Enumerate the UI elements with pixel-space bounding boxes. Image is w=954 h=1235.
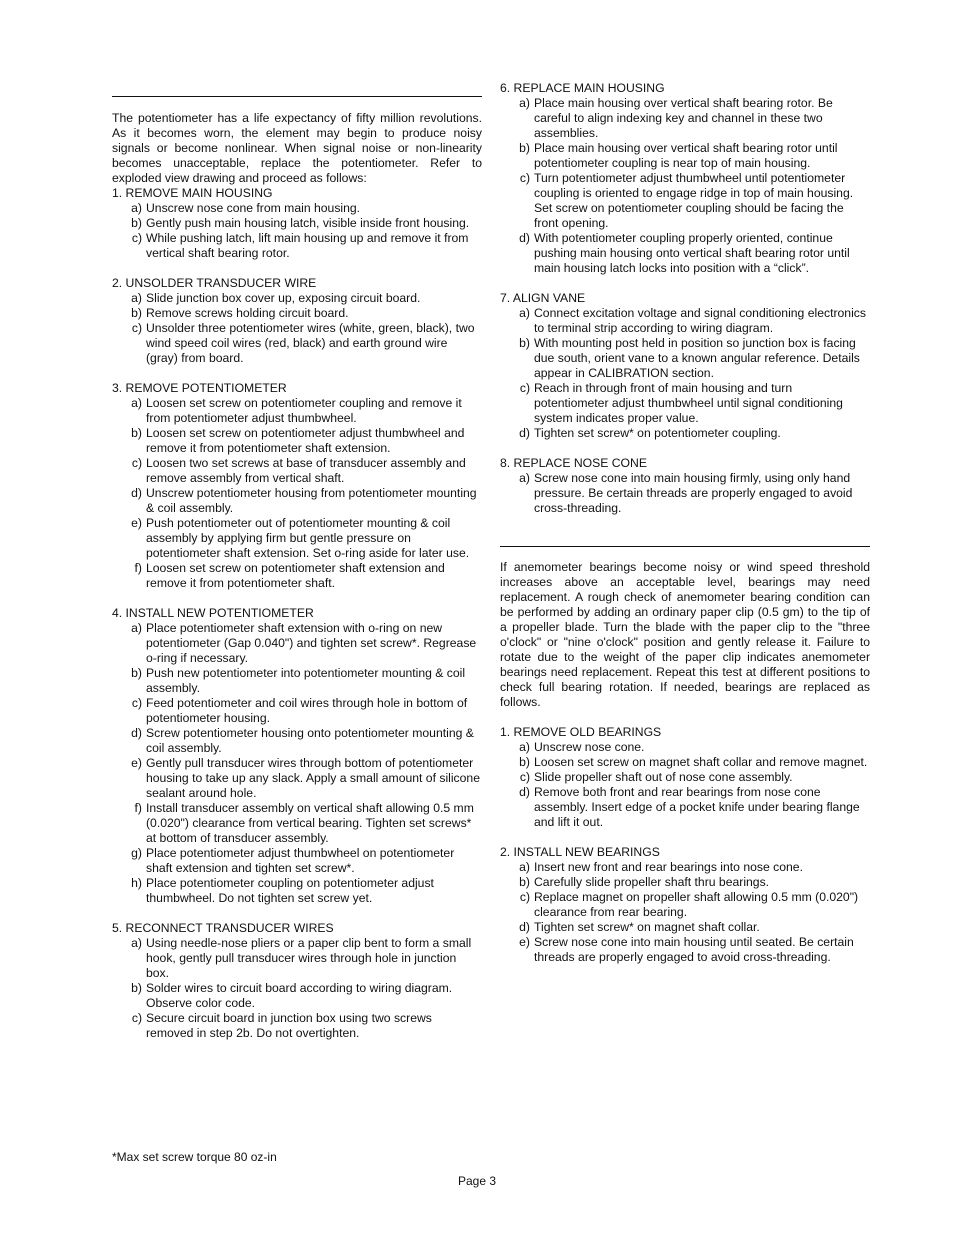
step-item-label: d): [519, 426, 530, 440]
step-item-text: Loosen two set screws at base of transducer assembly and remove assembly from vertical shaft.: [146, 456, 466, 485]
step-item-text: Connect excitation voltage and signal conditioning electronics to terminal strip according to wiring diagram.: [534, 306, 866, 335]
step-item-text: Place main housing over vertical shaft bearing rotor until potentiometer coupling is near top of main housing.: [534, 141, 838, 170]
step-item: [112, 621, 482, 666]
right-top-sections: [500, 81, 870, 516]
step-title: 8. REPLACE NOSE CONE: [500, 456, 647, 470]
step-item-label: a): [519, 860, 530, 874]
right-column: [500, 81, 870, 965]
potentiometer-intro: The potentiometer has a life expectancy of fifty million revolutions. As it becomes worn, the element may begin to produce noisy signals or become nonlinear. When signal noise or non-linearity becomes unacceptable, replace the potentiometer. Refer to exploded view drawing and proceed as follows:: [112, 111, 482, 185]
step-item-label: b): [131, 306, 142, 320]
step-item-text: Reach in through front of main housing and turn potentiometer adjust thumbwheel until signal conditioning system indicates proper value.: [534, 381, 843, 425]
step-item: [112, 726, 482, 756]
footnote: *Max set screw torque 80 oz-in: [112, 1150, 277, 1164]
step-item: [112, 756, 482, 801]
step-item-label: a): [131, 396, 142, 410]
bearings-intro: If anemometer bearings become noisy or wind speed threshold increases above an acceptable level, bearings may need replacement. A rough check of anemometer bearing condition can be performed by adding an ordinary paper clip (0.5 gm) to the tip of a propeller blade. Turn the blade with the paper clip to the "three o'clock" or "nine o'clock" position and gently release it. Failure to rotate due to the weight of the paper clip indicates anemometer bearings need replacement. Repeat this test at different positions to check full bearing rotation. If needed, bearings are replaced as follows.: [500, 560, 870, 709]
step-item: [112, 231, 482, 261]
step-item: [500, 336, 870, 381]
step-item: [500, 920, 870, 935]
step-title: 4. INSTALL NEW POTENTIOMETER: [112, 606, 314, 620]
step-item-label: d): [131, 726, 142, 740]
step-item: [500, 171, 870, 231]
step-item-text: With mounting post held in position so junction box is facing due south, orient vane to a known angular reference. Details appear in CALIBRATION section.: [534, 336, 860, 380]
step-item-text: Gently pull transducer wires through bottom of potentiometer housing to take up any slack. Apply a small amount of silicone sealant around hole.: [146, 756, 480, 800]
step-item-text: Loosen set screw on potentiometer coupling and remove it from potentiometer adjust thumbwheel.: [146, 396, 462, 425]
step-item-text: Carefully slide propeller shaft thru bearings.: [534, 875, 770, 889]
step-item: [112, 876, 482, 906]
step-item-label: b): [519, 875, 530, 889]
step-item: [112, 696, 482, 726]
step-item: [500, 740, 870, 755]
step-item-label: b): [131, 216, 142, 230]
step-title: 5. RECONNECT TRANSDUCER WIRES: [112, 921, 334, 935]
step-item-label: a): [519, 306, 530, 320]
section-gap: [112, 366, 482, 381]
step-item: [500, 96, 870, 141]
step-item: [112, 561, 482, 591]
step-item-label: c): [519, 770, 530, 784]
step-item-text: Secure circuit board in junction box using two screws removed in step 2b. Do not overtighten.: [146, 1011, 432, 1040]
step-item-label: d): [519, 920, 530, 934]
step-item: [500, 770, 870, 785]
step-item-text: Insert new front and rear bearings into nose cone.: [534, 860, 803, 874]
step-item-text: Tighten set screw* on potentiometer coupling.: [534, 426, 781, 440]
step-item-label: b): [131, 981, 142, 995]
step-item-label: a): [131, 201, 142, 215]
step-item-text: Remove screws holding circuit board.: [146, 306, 349, 320]
step-item-text: Loosen set screw on potentiometer shaft extension and remove it from potentiometer shaft.: [146, 561, 445, 590]
step-item-text: Turn potentiometer adjust thumbwheel until potentiometer coupling is oriented to engage ridge in top of main housing. Set screw on potentiometer coupling should be facing the front opening.: [534, 171, 854, 230]
step-item: [112, 201, 482, 216]
step-item-text: Feed potentiometer and coil wires through hole in bottom of potentiometer housing.: [146, 696, 468, 725]
step-item-text: Replace magnet on propeller shaft allowing 0.5 mm (0.020") clearance from rear bearing.: [534, 890, 859, 919]
step-item-text: Remove both front and rear bearings from nose cone assembly. Insert edge of a pocket knife under bearing flange and lift it out.: [534, 785, 860, 829]
step-item-label: g): [131, 846, 142, 860]
step-item: [500, 785, 870, 830]
left-sections: [112, 186, 482, 1041]
step-item: [112, 801, 482, 846]
step-item-label: a): [519, 740, 530, 754]
step-item-label: d): [131, 486, 142, 500]
step-item-label: b): [519, 755, 530, 769]
step-item-label: e): [131, 516, 142, 530]
step-title: 1. REMOVE MAIN HOUSING: [112, 186, 273, 200]
step-item-text: Install transducer assembly on vertical shaft allowing 0.5 mm (0.020") clearance from vertical bearing. Tighten set screws* at bottom of transducer assembly.: [146, 801, 474, 845]
step-item-label: a): [519, 471, 530, 485]
step-item-text: Place potentiometer shaft extension with o-ring on new potentiometer (Gap 0.040") and tighten set screw*. Regrease o-ring if necessary.: [146, 621, 477, 665]
step-item: [112, 1011, 482, 1041]
step-item-text: Loosen set screw on potentiometer adjust thumbwheel and remove it from potentiometer shaft extension.: [146, 426, 465, 455]
step-item-text: Screw nose cone into main housing until seated. Be certain threads are properly engaged to avoid cross-threading.: [534, 935, 854, 964]
step-item-text: With potentiometer coupling properly oriented, continue pushing main housing onto vertical shaft bearing rotor until main housing latch locks into position with a “click”.: [534, 231, 850, 275]
section-gap: [500, 441, 870, 456]
step-item-label: d): [519, 785, 530, 799]
step-item-label: c): [131, 696, 142, 710]
step-title: 1. REMOVE OLD BEARINGS: [500, 725, 662, 739]
step-item: [112, 396, 482, 426]
step-item-label: d): [519, 231, 530, 245]
step-item: [112, 291, 482, 306]
step-item-label: h): [131, 876, 142, 890]
step-item: [500, 381, 870, 426]
section-gap: [500, 276, 870, 291]
step-item-label: c): [519, 381, 530, 395]
step-item-text: Unscrew nose cone.: [534, 740, 645, 754]
step-item-text: Tighten set screw* on magnet shaft collar.: [534, 920, 760, 934]
step-item-label: c): [519, 890, 530, 904]
step-item-text: Slide propeller shaft out of nose cone assembly.: [534, 770, 793, 784]
step-item-label: b): [519, 336, 530, 350]
step-item: [112, 321, 482, 366]
step-item-label: c): [131, 1011, 142, 1025]
step-item-label: b): [519, 141, 530, 155]
step-item: [500, 231, 870, 276]
step-item-text: Using needle-nose pliers or a paper clip bent to form a small hook, gently pull transducer wires through hole in junction box.: [146, 936, 472, 980]
step-item: [500, 890, 870, 920]
step-item-label: c): [131, 321, 142, 335]
step-item-text: Place potentiometer coupling on potentiometer adjust thumbwheel. Do not tighten set screw yet.: [146, 876, 434, 905]
section-gap: [112, 261, 482, 276]
step-item-label: b): [131, 666, 142, 680]
step-item: [500, 306, 870, 336]
step-item-text: Gently push main housing latch, visible inside front housing.: [146, 216, 470, 230]
step-title: 2. INSTALL NEW BEARINGS: [500, 845, 660, 859]
step-item-label: c): [519, 171, 530, 185]
step-item-text: Place main housing over vertical shaft bearing rotor. Be careful to align indexing key and channel in these two assemblies.: [534, 96, 833, 140]
step-item-text: Screw potentiometer housing onto potentiometer mounting & coil assembly.: [146, 726, 474, 755]
step-item-text: Unsolder three potentiometer wires (white, green, black), two wind speed coil wires (red, black) and earth ground wire (gray) from board.: [146, 321, 475, 365]
step-item-label: a): [131, 621, 142, 635]
step-item: [112, 306, 482, 321]
step-item: [112, 666, 482, 696]
section-gap: [500, 710, 870, 725]
step-item-label: f): [134, 561, 142, 575]
step-item-text: Push new potentiometer into potentiometer mounting & coil assembly.: [146, 666, 466, 695]
section-gap: [112, 906, 482, 921]
step-item-text: Loosen set screw on magnet shaft collar and remove magnet.: [534, 755, 868, 769]
step-item-label: a): [131, 936, 142, 950]
step-item: [500, 141, 870, 171]
right-bottom-sections: [500, 710, 870, 965]
step-item-text: Push potentiometer out of potentiometer mounting & coil assembly by applying firm but gentle pressure on potentiometer shaft extension. Set o-ring aside for later use.: [146, 516, 470, 560]
step-item: [112, 426, 482, 456]
step-item-text: Solder wires to circuit board according to wiring diagram. Observe color code.: [146, 981, 453, 1010]
left-column: [112, 96, 482, 1041]
step-item: [500, 471, 870, 516]
page-number: Page 3: [457, 1174, 497, 1188]
step-item: [500, 860, 870, 875]
step-item-text: Unscrew nose cone from main housing.: [146, 201, 361, 215]
step-item: [500, 935, 870, 965]
step-item: [112, 846, 482, 876]
step-item: [112, 216, 482, 231]
section-gap: [500, 830, 870, 845]
step-item-text: Unscrew potentiometer housing from potentiometer mounting & coil assembly.: [146, 486, 477, 515]
step-item-label: c): [131, 231, 142, 245]
step-item-label: a): [131, 291, 142, 305]
step-item-label: c): [131, 456, 142, 470]
step-item-label: f): [134, 801, 142, 815]
step-item-label: a): [519, 96, 530, 110]
step-title: 6. REPLACE MAIN HOUSING: [500, 81, 665, 95]
step-item-label: b): [131, 426, 142, 440]
step-item-label: e): [519, 935, 530, 949]
section-gap: [112, 591, 482, 606]
step-item: [112, 936, 482, 981]
step-item: [112, 981, 482, 1011]
step-title: 3. REMOVE POTENTIOMETER: [112, 381, 287, 395]
step-item: [500, 426, 870, 441]
step-item: [112, 456, 482, 486]
step-title: 2. UNSOLDER TRANSDUCER WIRE: [112, 276, 317, 290]
step-item: [112, 516, 482, 561]
step-item-label: e): [131, 756, 142, 770]
step-item-text: Slide junction box cover up, exposing circuit board.: [146, 291, 421, 305]
step-item: [112, 486, 482, 516]
step-item: [500, 755, 870, 770]
step-item-text: While pushing latch, lift main housing up and remove it from vertical shaft bearing rotor.: [146, 231, 469, 260]
step-item: [500, 875, 870, 890]
step-item-text: Screw nose cone into main housing firmly, using only hand pressure. Be certain threads are properly engaged to avoid cross-threading.: [534, 471, 853, 515]
step-title: 7. ALIGN VANE: [500, 291, 586, 305]
step-item-text: Place potentiometer adjust thumbwheel on potentiometer shaft extension and tighten set screw*.: [146, 846, 455, 875]
